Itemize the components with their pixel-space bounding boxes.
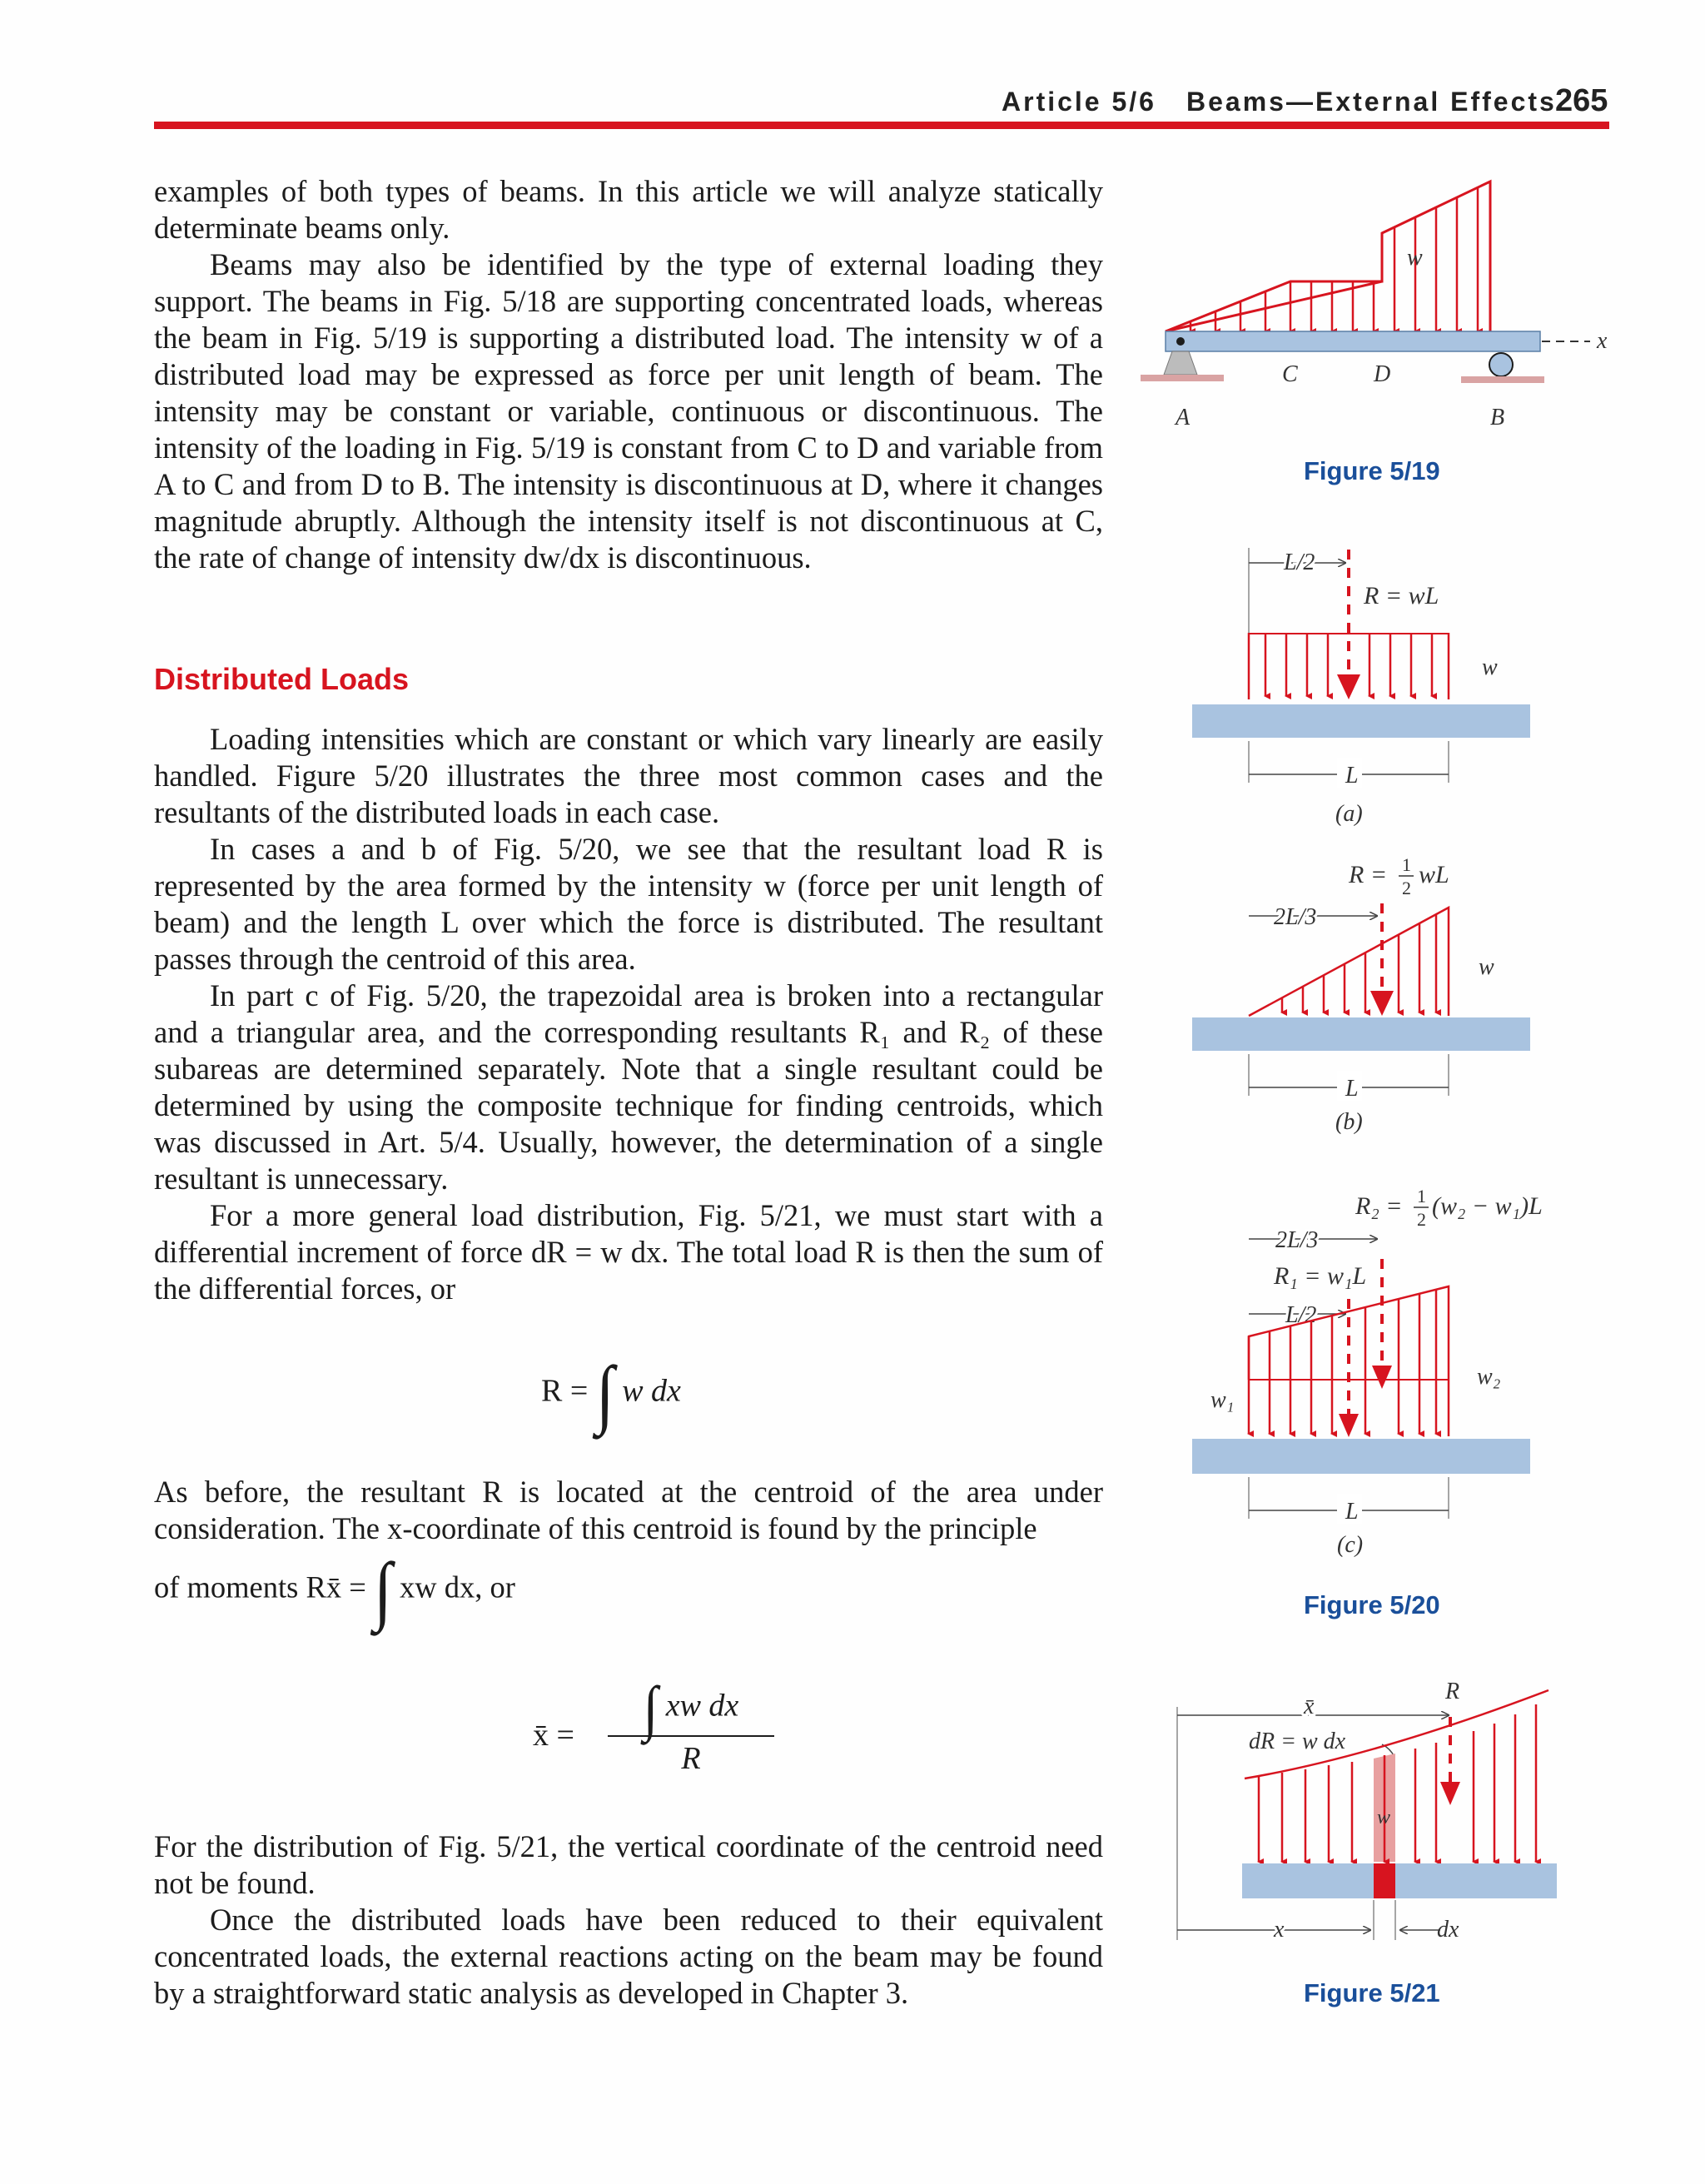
load-outline <box>1166 182 1490 331</box>
two-thirds-label-c: 2L/3 <box>1275 1227 1319 1253</box>
a-label: A <box>1176 405 1191 430</box>
paragraph-3 <box>154 721 1103 831</box>
pin-support <box>1164 351 1197 375</box>
trapezoid-arrows <box>1249 1290 1436 1434</box>
r-prefix-b: R = <box>1349 861 1388 888</box>
moments-rhs: xw dx, or <box>399 1570 515 1604</box>
section-title: Beams—External Effects <box>1186 87 1557 117</box>
moments-prefix: of moments Rx̄ = <box>154 1570 366 1604</box>
two-thirds-label-b: 2L/3 <box>1274 904 1317 930</box>
beam-b <box>1192 1017 1530 1051</box>
r2-arrowhead <box>1372 1366 1392 1389</box>
equation-resultant <box>541 1351 681 1436</box>
tag-b: (b) <box>1335 1109 1363 1135</box>
resultant-label: R = wL <box>1364 582 1439 609</box>
r2-den: 2 <box>1417 1209 1426 1230</box>
r-label-21: R <box>1445 1679 1460 1704</box>
paragraph-6-text: For a more general load distribution, Fig. 5/21, we must start with a differential increment of force dR = w dx. The total load R is then the sum of the differential forces, or <box>154 1198 1103 1306</box>
article-label: Article 5/6 <box>1002 87 1156 117</box>
differential-element <box>1374 1863 1395 1898</box>
integral-sign-3: ∫ <box>643 1674 659 1743</box>
r-num-b: 1 <box>1402 854 1411 875</box>
w-label-21: w <box>1377 1807 1391 1828</box>
r-suffix-b: wL <box>1419 861 1449 888</box>
paragraph-2-text: Beams may also be identified by the type of external loading they support. The beams in Fig. 5/18 are supporting concentrated loads, whereas the beam in Fig. 5/19 is supporting a distributed load. The intensity w of a distributed load may be expressed as force per unit length of beam. The intensity may be constant or variable, continuous or discontinuous. The intensity of the loading in Fig. 5/19 is constant from C to D and variable from A to C and from D to B. The intensity is discontinuous at D, where it changes magnitude abruptly. Although the intensity itself is not discontinuous at C, the rate of change of intensity dw/dx is discontinuous. <box>154 247 1103 575</box>
paragraph-1-text: examples of both types of beams. In this article we will analyze statically determinate beams only. <box>154 174 1103 245</box>
l-label-b: L <box>1345 1076 1359 1102</box>
paragraph-9-text: For the distribution of Fig. 5/21, the vertical coordinate of the centroid need not be found. <box>154 1829 1103 1900</box>
integral-sign-2: ∫ <box>373 1548 392 1633</box>
tag-c: (c) <box>1337 1532 1364 1557</box>
beam-21 <box>1242 1863 1557 1898</box>
paragraph-1 <box>154 173 1103 246</box>
w1-label: w₁ <box>1210 1387 1235 1413</box>
paragraph-6 <box>154 1197 1103 1307</box>
half-label-c: L/2 <box>1285 1302 1317 1328</box>
r2-num: 1 <box>1417 1186 1426 1206</box>
eq1-rhs: w dx <box>622 1373 681 1409</box>
beam-a <box>1192 704 1530 738</box>
dr-label: dR = w dx <box>1249 1729 1346 1754</box>
header-rule <box>154 122 1609 129</box>
x-label: x <box>1597 328 1607 354</box>
eq2-num-text: xw dx <box>665 1688 739 1724</box>
paragraph-5 <box>154 978 1103 1197</box>
paragraph-4 <box>154 831 1103 978</box>
w-label-a: w <box>1482 654 1498 680</box>
section-heading: Distributed Loads <box>154 662 410 696</box>
figure-5-20-caption: Figure 5/20 <box>1304 1590 1440 1619</box>
pin-joint <box>1176 337 1185 346</box>
figure-5-21 <box>1166 1665 1582 1965</box>
paragraph-2 <box>154 246 1103 576</box>
beam <box>1166 331 1540 351</box>
r2-prefix: R₂ = <box>1355 1192 1403 1220</box>
ground-a <box>1141 375 1224 381</box>
roller-support <box>1489 353 1513 376</box>
figure-5-20a <box>1182 533 1557 833</box>
w2-label: w₂ <box>1477 1364 1501 1390</box>
eq2-numerator <box>608 1674 774 1743</box>
paragraph-7-text: As before, the resultant R is located at the centroid of the area under consideration. The x-coordinate of this centroid is found by the principle <box>154 1475 1103 1545</box>
dx-label: dx <box>1437 1917 1459 1943</box>
eq1-lhs: R = <box>541 1373 589 1409</box>
paragraph-10-text: Once the distributed loads have been reduced to their equivalent concentrated loads, the external reactions acting on the beam may be found by a straightforward static analysis as developed in Chapter 3. <box>154 1903 1103 2010</box>
xbar-label: x̄ <box>1304 1694 1315 1719</box>
integral-sign: ∫ <box>595 1351 614 1436</box>
tag-a: (a) <box>1335 801 1363 827</box>
page-number: 265 <box>1555 83 1608 118</box>
figure-5-19-caption: Figure 5/19 <box>1304 456 1440 485</box>
paragraph-7 <box>154 1474 1103 1547</box>
figure-5-21-caption: Figure 5/21 <box>1304 1978 1440 2007</box>
d-label: D <box>1374 361 1391 387</box>
figure-5-20b <box>1182 841 1557 1141</box>
resultant-arrowhead-b <box>1370 991 1394 1016</box>
eq2-fraction <box>608 1674 774 1777</box>
r2-suffix: (w₂ − w₁)L <box>1432 1192 1543 1220</box>
half-label: L/2 <box>1284 550 1315 575</box>
ground-b <box>1461 376 1544 383</box>
r-den-b: 2 <box>1402 878 1411 898</box>
paragraph-4-text: In cases a and b of Fig. 5/20, we see that the resultant load R is represented by the area formed by the intensity w (force per unit length of beam) and the length L over which the force is distributed. The resultant passes through the centroid of this area. <box>154 832 1103 976</box>
eq2-fraction-bar <box>608 1735 774 1737</box>
l-label-a: L <box>1345 763 1359 789</box>
r1-label: R₁ = w₁L <box>1274 1262 1367 1290</box>
figure-5-19 <box>1141 167 1607 450</box>
figure-5-20c <box>1182 1182 1573 1557</box>
paragraph-3-text: Loading intensities which are constant or which vary linearly are easily handled. Figure 5/20 illustrates the three most common cases and the resultants of the distributed loads in each case. <box>154 722 1103 829</box>
beam-c <box>1192 1439 1530 1474</box>
paragraph-5-text: In part c of Fig. 5/20, the trapezoidal area is broken into a rectangular and a triangular area, and the corresponding resultants R₁ and R₂ of these subareas are determined separately. Note that a single resultant could be determined by using the composite technique for finding centroids, which was discussed in Art. 5/4. Usually, however, the determination of a single resultant is unnecessary. <box>154 978 1103 1196</box>
paragraph-10 <box>154 1902 1103 2012</box>
x-label-21: x <box>1274 1917 1285 1943</box>
paragraph-9 <box>154 1828 1103 1902</box>
r1-arrowhead <box>1339 1414 1359 1437</box>
c-label: C <box>1282 361 1298 387</box>
w-label-b: w <box>1479 954 1494 980</box>
l-label-c: L <box>1345 1499 1359 1525</box>
resultant-arrowhead-21 <box>1440 1782 1460 1805</box>
eq2-denominator: R <box>681 1741 701 1776</box>
w-label: w <box>1407 245 1423 271</box>
resultant-arrowhead <box>1337 674 1360 699</box>
b-label: B <box>1490 405 1505 430</box>
moments-line <box>154 1548 515 1633</box>
load-top <box>1249 633 1449 634</box>
eq2-lhs: x̄ = <box>533 1718 574 1753</box>
